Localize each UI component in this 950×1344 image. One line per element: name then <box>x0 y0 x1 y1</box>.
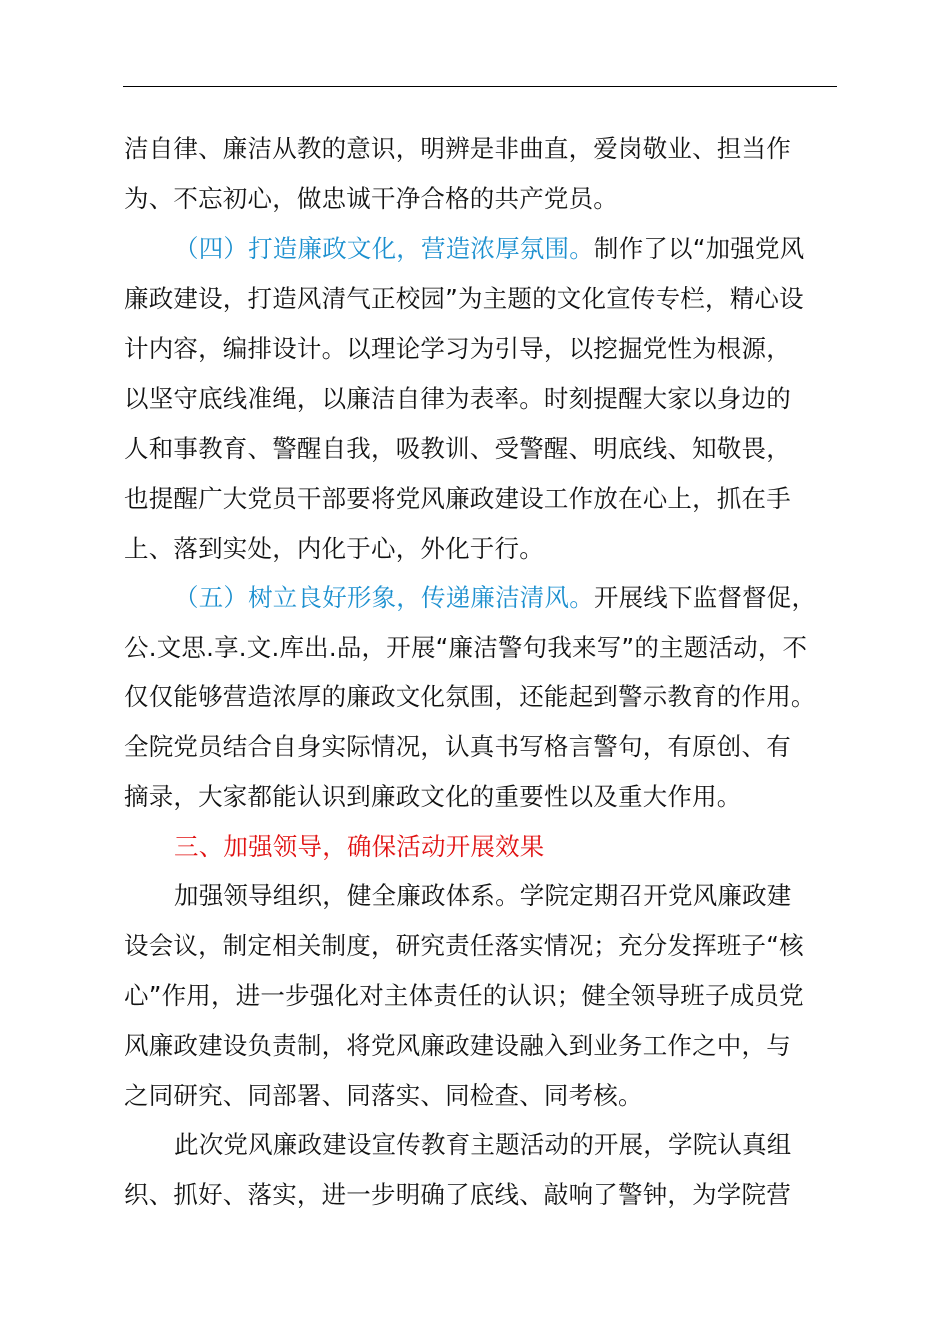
text-line: 以坚守底线准绳，以廉洁自律为表率。时刻提醒大家以身边的 <box>124 384 791 413</box>
text-line: 心”作用，进一步强化对主体责任的认识；健全领导班子成员党 <box>124 981 804 1010</box>
text-line: 公.文思.享.文.库出.品，开展“廉洁警句我来写”的主题活动，不 <box>124 633 808 662</box>
header-rule <box>123 86 837 87</box>
text-line: 全院党员结合自身实际情况，认真书写格言警句，有原创、有 <box>124 732 791 761</box>
text-line: 为、不忘初心，做忠诚干净合格的共产党员。 <box>124 184 618 213</box>
text-line: 摘录，大家都能认识到廉政文化的重要性以及重大作用。 <box>124 782 742 811</box>
text-line: 此次党风廉政建设宣传教育主题活动的开展，学院认真组 <box>174 1130 792 1159</box>
text-line: 仅仅能够营造浓厚的廉政文化氛围，还能起到警示教育的作用。 <box>124 682 816 711</box>
text-line: 洁自律、廉洁从教的意识，明辨是非曲直，爱岗敬业、担当作 <box>124 134 791 163</box>
text-line: 加强领导组织，健全廉政体系。学院定期召开党风廉政建 <box>174 881 792 910</box>
text-line: 计内容，编排设计。以理论学习为引导，以挖掘党性为根源， <box>124 334 791 363</box>
text-line <box>174 578 816 618</box>
section-heading: 三、加强领导，确保活动开展效果 <box>174 832 545 861</box>
text-line: 风廉政建设负责制，将党风廉政建设融入到业务工作之中，与 <box>124 1031 791 1060</box>
text-line <box>174 229 804 269</box>
text-line: 人和事教育、警醒自我，吸教训、受警醒、明底线、知敬畏， <box>124 434 791 463</box>
subheading-4: （四）打造廉政文化，营造浓厚氛围。 <box>174 234 594 263</box>
text-run: 开展线下监督督促， <box>593 583 817 612</box>
text-line: 之同研究、同部署、同落实、同检查、同考核。 <box>124 1081 643 1110</box>
text-line: 也提醒广大党员干部要将党风廉政建设工作放在心上，抓在手 <box>124 484 791 513</box>
text-line: 织、抓好、落实，进一步明确了底线、敲响了警钟，为学院营 <box>124 1180 791 1209</box>
subheading-5: （五）树立良好形象，传递廉洁清风。 <box>174 583 594 612</box>
text-line: 设会议，制定相关制度，研究责任落实情况；充分发挥班子“核 <box>124 931 804 960</box>
text-run: 制作了以“加强党风 <box>593 234 805 263</box>
text-line: 上、落到实处，内化于心，外化于行。 <box>124 534 544 563</box>
text-line: 廉政建设，打造风清气正校园”为主题的文化宣传专栏，精心设 <box>124 284 804 313</box>
